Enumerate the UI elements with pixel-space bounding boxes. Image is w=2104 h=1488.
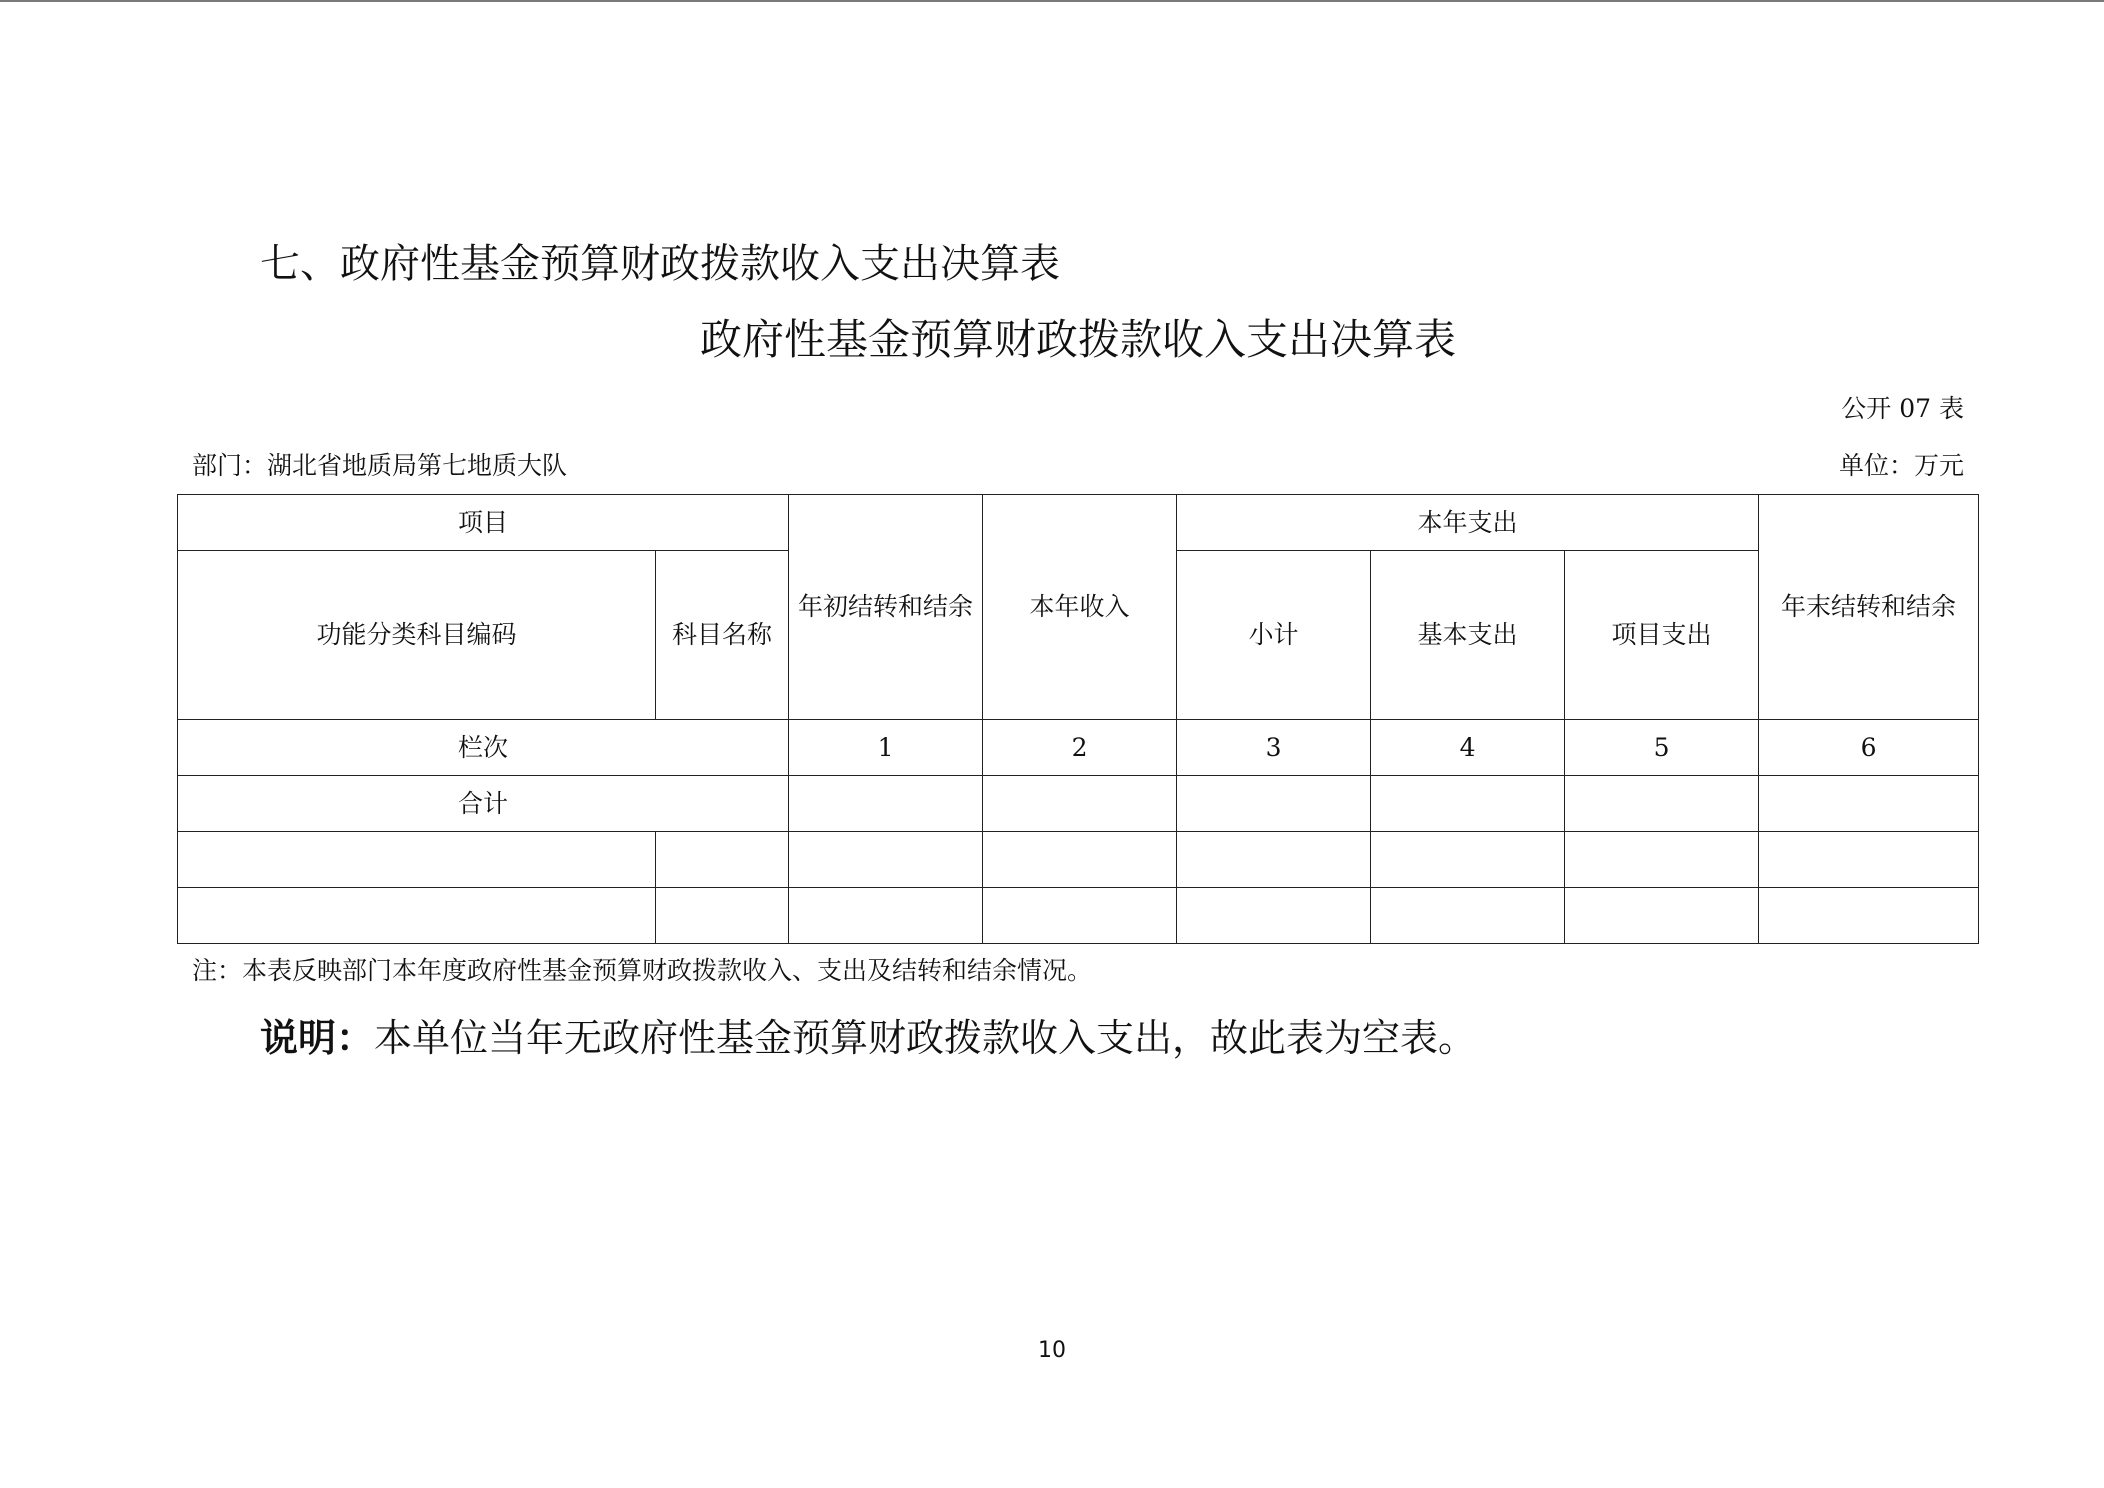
- table-cell: [1177, 888, 1371, 944]
- total-label: 合计: [178, 776, 789, 832]
- table-cell: [178, 888, 656, 944]
- table-cell: [1371, 888, 1565, 944]
- header-subtotal: 小计: [1177, 551, 1371, 720]
- table-cell: [1371, 832, 1565, 888]
- table-title: 政府性基金预算财政拨款收入支出决算表: [699, 315, 1456, 364]
- explanation: [260, 1012, 1476, 1064]
- table-cell: [1177, 832, 1371, 888]
- total-cell: [1371, 776, 1565, 832]
- header-item: 项目: [178, 495, 789, 551]
- total-cell: [1759, 776, 1979, 832]
- table-cell: [1759, 888, 1979, 944]
- header-subject-name: 科目名称: [656, 551, 789, 720]
- column-index-row: [178, 720, 1979, 776]
- column-number: 2: [983, 720, 1177, 776]
- column-number: 6: [1759, 720, 1979, 776]
- table-cell: [983, 832, 1177, 888]
- table-cell: [656, 888, 789, 944]
- column-number: 4: [1371, 720, 1565, 776]
- table-row: [178, 832, 1979, 888]
- table-code: 公开 07 表: [1841, 394, 1964, 423]
- total-cell: [1565, 776, 1759, 832]
- column-number: 3: [1177, 720, 1371, 776]
- header-project-expenditure: 项目支出: [1565, 551, 1759, 720]
- total-cell: [983, 776, 1177, 832]
- department-label: 部门：湖北省地质局第七地质大队: [192, 451, 568, 480]
- total-row: [178, 776, 1979, 832]
- table-cell: [1565, 832, 1759, 888]
- header-current-expenditure: 本年支出: [1177, 495, 1759, 551]
- table-note: 注：本表反映部门本年度政府性基金预算财政拨款收入、支出及结转和结余情况。: [192, 956, 1093, 985]
- unit-label: 单位：万元: [1838, 451, 1964, 480]
- total-cell: [1177, 776, 1371, 832]
- header-closing-balance: 年末结转和结余: [1759, 495, 1979, 720]
- header-row-1: [178, 495, 1979, 551]
- page-top-border: [0, 0, 2104, 2]
- header-basic-expenditure: 基本支出: [1371, 551, 1565, 720]
- table-cell: [656, 832, 789, 888]
- table-cell: [1759, 832, 1979, 888]
- table-row: [178, 888, 1979, 944]
- table-cell: [789, 888, 983, 944]
- total-cell: [789, 776, 983, 832]
- fund-table: [177, 494, 1979, 944]
- column-number: 5: [1565, 720, 1759, 776]
- page-number: 10: [1038, 1338, 1066, 1363]
- explanation-label: 说明：: [260, 1016, 375, 1060]
- table-cell: [789, 832, 983, 888]
- header-current-income: 本年收入: [983, 495, 1177, 720]
- section-heading: 七、政府性基金预算财政拨款收入支出决算表: [260, 241, 1060, 287]
- column-index-label: 栏次: [178, 720, 789, 776]
- column-number: 1: [789, 720, 983, 776]
- header-function-code: 功能分类科目编码: [178, 551, 656, 720]
- explanation-text: 本单位当年无政府性基金预算财政拨款收入支出，故此表为空表。: [374, 1016, 1477, 1060]
- table-cell: [178, 832, 656, 888]
- table-cell: [983, 888, 1177, 944]
- header-opening-balance: 年初结转和结余: [789, 495, 983, 720]
- table-cell: [1565, 888, 1759, 944]
